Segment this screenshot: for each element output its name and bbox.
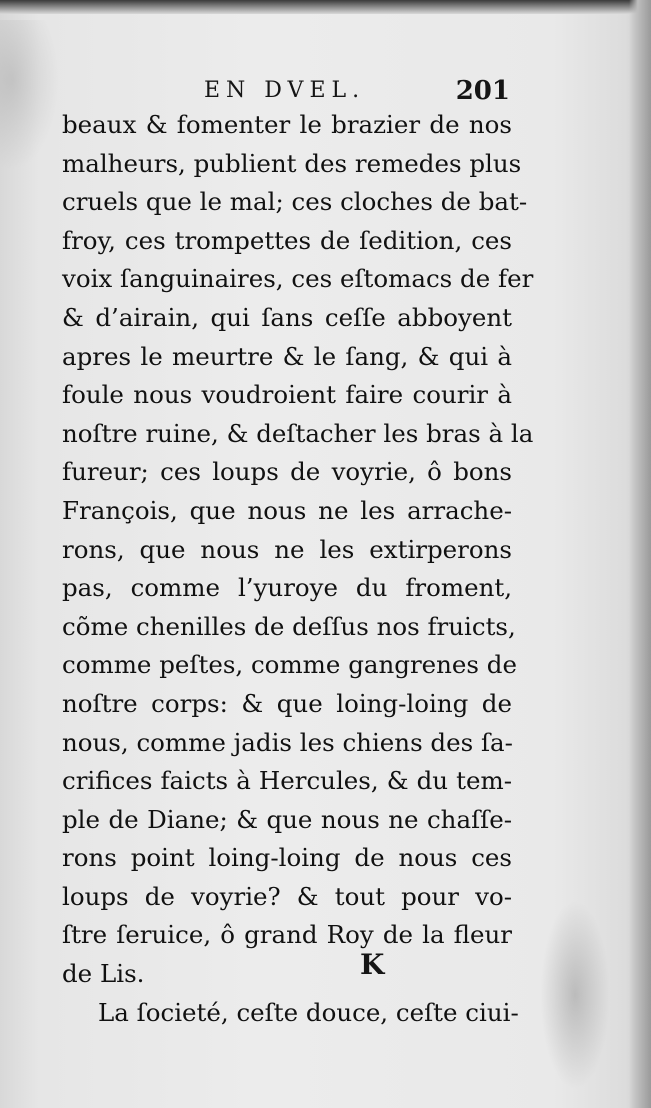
paper-stain (0, 20, 60, 170)
text-line: nous, comme jadis les chiens des ſa- (62, 727, 513, 757)
running-title: EN DVEL. (204, 78, 366, 103)
text-line: voix ſanguinaires, ces eſtomacs de fer (62, 264, 534, 294)
text-line: loups de voyrie? & tout pour vo- (62, 881, 512, 911)
text-line: ſtre ſeruice, ô grand Roy de la fleur (62, 920, 512, 950)
text-line: rons point loing-loing de nous ces (62, 843, 512, 873)
signature-mark: K (360, 948, 385, 981)
text-line: pas, comme l’yuroye du froment, (62, 573, 512, 603)
text-line: noſtre corps: & que loing-loing de (62, 688, 512, 718)
page-number: 201 (455, 76, 510, 106)
page-top-shadow (0, 0, 651, 14)
page-right-shadow (629, 0, 651, 1108)
text-line: crifices faicts à Hercules, & du tem- (62, 766, 512, 796)
text-line: François, que nous ne les arrache- (62, 495, 512, 525)
text-line: malheurs, publient des remedes plus (62, 148, 522, 178)
text-line: de Lis. (62, 959, 145, 989)
text-line: froy, ces trompettes de ſedition, ces (62, 225, 512, 255)
text-line: foule nous voudroient faire courir à (62, 380, 512, 410)
text-line: cruels que le mal; ces cloches de bat- (62, 187, 528, 217)
text-line: ple de Diane; & que nous ne chaſſe- (62, 804, 512, 834)
margin-stain (540, 900, 610, 1090)
text-line: comme peſtes, comme gangrenes de (62, 650, 517, 680)
text-line: fureur; ces loups de voyrie, ô bons (62, 457, 512, 487)
text-line: rons, que nous ne les extirperons (62, 534, 512, 564)
next-paragraph-line: La ſocieté, ceſte douce, ceſte ciui- (98, 997, 519, 1027)
body-text (62, 106, 534, 1032)
text-line: & d’airain, qui ſans ceſſe abboyent (62, 302, 512, 332)
text-line: cõme chenilles de deſſus nos fruicts, (62, 611, 516, 641)
text-line: beaux & fomenter le brazier de nos (62, 110, 512, 139)
text-line: noſtre ruine, & deſtacher les bras à la (62, 418, 534, 448)
text-line: apres le meurtre & le ſang, & qui à (62, 341, 512, 371)
